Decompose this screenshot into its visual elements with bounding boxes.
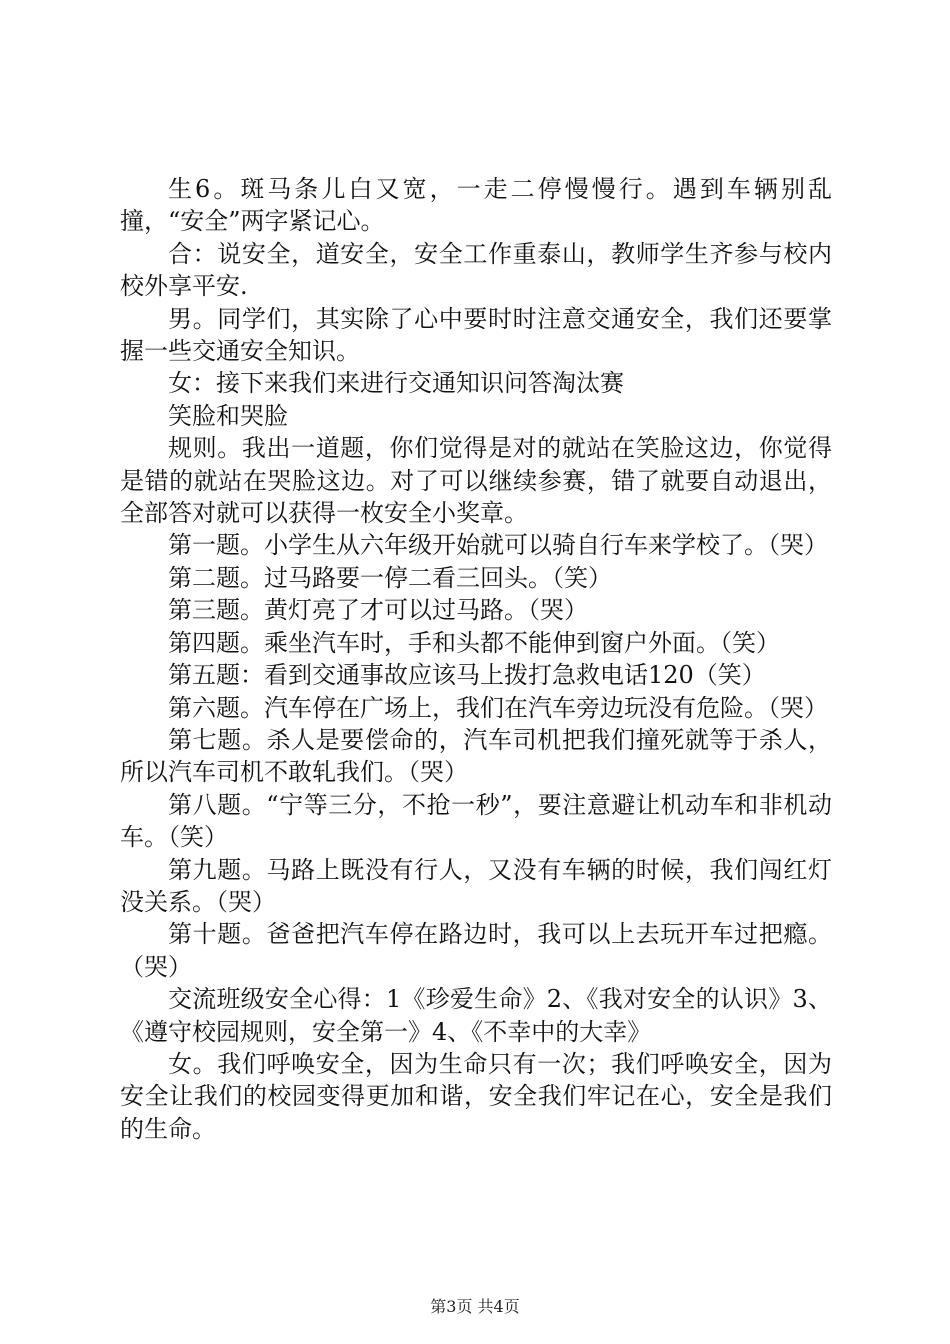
question-item: 第八题。“宁等三分，不抢一秒”，要注意避让机动车和非机动车。（笑）: [120, 790, 832, 852]
page-number-label: 第3页 共4页: [430, 1297, 520, 1316]
paragraph: 合：说安全，道安全，安全工作重泰山，教师学生齐参与校内校外享平安.: [120, 239, 832, 301]
question-item: 第二题。过马路要一停二看三回头。（笑）: [168, 563, 612, 592]
question-item: 第三题。黄灯亮了才可以过马路。（哭）: [168, 596, 588, 625]
question-item: 第四题。乘坐汽车时，手和头都不能伸到窗户外面。（笑）: [168, 628, 780, 657]
paragraph: 交流班级安全心得：1《珍爱生命》2、《我对安全的认识》3、《遵守校园规则，安全第一》4、《不幸中的大幸》: [120, 985, 832, 1046]
paragraph: 生6。斑马条儿白又宽，一走二停慢慢行。遇到车辆别乱撞，“安全”两字紧记心。: [120, 175, 832, 236]
body-text: [120, 173, 832, 1145]
question-item: 第五题：看到交通事故应该马上拨打急救电话120（笑）: [168, 661, 766, 690]
paragraph: 男。同学们，其实除了心中要时时注意交通安全，我们还要掌握一些交通安全知识。: [120, 304, 832, 366]
paragraph: 规则。我出一道题，你们觉得是对的就站在笑脸这边，你觉得是错的就站在哭脸这边。对了可以继续参赛，错了就要自动退出，全部答对就可以获得一枚安全小奖章。: [120, 434, 832, 528]
question-item: 第七题。杀人是要偿命的，汽车司机把我们撞死就等于杀人，所以汽车司机不敢轧我们。（哭）: [120, 725, 832, 787]
paragraph: 女：接下来我们来进行交通知识问答淘汰赛: [168, 369, 624, 398]
section-heading: 笑脸和哭脸: [168, 401, 288, 430]
paragraph: 女。我们呼唤安全，因为生命只有一次；我们呼唤安全，因为安全让我们的校园变得更加和谐，安全我们牢记在心，安全是我们的生命。: [120, 1049, 832, 1143]
question-item: 第一题。小学生从六年级开始就可以骑自行车来学校了。（哭）: [168, 531, 828, 560]
question-item: 第六题。汽车停在广场上，我们在汽车旁边玩没有危险。（哭）: [168, 693, 828, 722]
question-item: 第九题。马路上既没有行人，又没有车辆的时候，我们闯红灯没关系。（哭）: [120, 855, 832, 916]
page-footer: [0, 1297, 950, 1317]
question-item: 第十题。爸爸把汽车停在路边时，我可以上去玩开车过把瘾。（哭）: [120, 920, 832, 981]
